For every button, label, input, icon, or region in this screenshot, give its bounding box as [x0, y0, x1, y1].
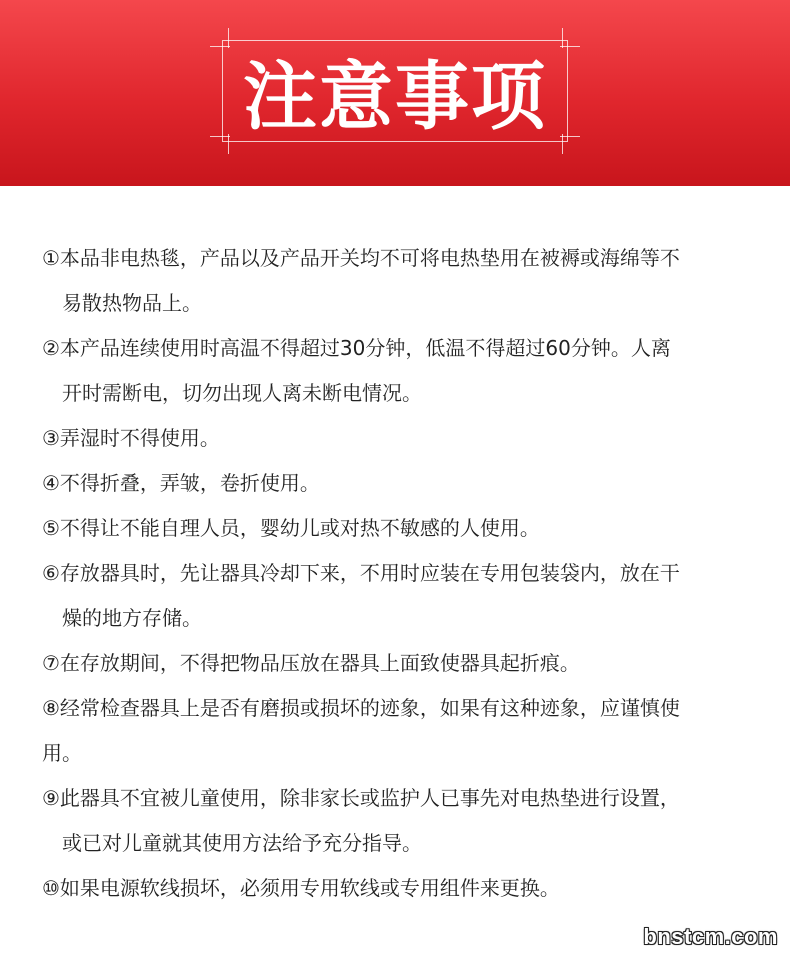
item-text: ⑥存放器具时，先让器具冷却下来，不用时应装在专用包装袋内，放在干: [42, 561, 680, 585]
list-item: [42, 326, 754, 416]
list-item: [42, 236, 754, 326]
item-text: ⑧经常检查器具上是否有磨损或损坏的迹象，如果有这种迹象，应谨慎使: [42, 696, 680, 720]
item-text-continued: 用。: [42, 741, 82, 765]
item-text-continued: 开时需断电，切勿出现人离未断电情况。: [62, 381, 422, 405]
list-item: [42, 866, 754, 911]
header-banner: [0, 0, 790, 186]
item-text: ⑨此器具不宜被儿童使用，除非家长或监护人已事先对电热垫进行设置，: [42, 786, 680, 810]
item-text-continued: 易散热物品上。: [62, 291, 202, 315]
item-text: ①本品非电热毯，产品以及产品开关均不可将电热垫用在被褥或海绵等不: [42, 246, 680, 270]
item-text: ④不得折叠，弄皱，卷折使用。: [42, 471, 320, 495]
item-text-continued: 燥的地方存储。: [62, 606, 202, 630]
list-item: [42, 641, 754, 686]
item-text: ⑦在存放期间，不得把物品压放在器具上面致使器具起折痕。: [42, 651, 580, 675]
list-item: [42, 551, 754, 641]
item-text: ②本产品连续使用时高温不得超过30分钟，低温不得超过60分钟。人离: [42, 336, 671, 360]
notice-list: [42, 236, 754, 911]
list-item: [42, 461, 754, 506]
item-text: ⑩如果电源软线损坏，必须用专用软线或专用组件来更换。: [42, 876, 560, 900]
item-text: ⑤不得让不能自理人员，婴幼儿或对热不敏感的人使用。: [42, 516, 540, 540]
list-item: [42, 506, 754, 551]
list-item: [42, 686, 754, 776]
item-text: ③弄湿时不得使用。: [42, 426, 220, 450]
page-title: 注意事项: [243, 54, 547, 140]
list-item: [42, 416, 754, 461]
item-text-continued: 或已对儿童就其使用方法给予充分指导。: [62, 831, 422, 855]
watermark: bnstcm.com: [643, 924, 778, 949]
list-item: [42, 776, 754, 866]
